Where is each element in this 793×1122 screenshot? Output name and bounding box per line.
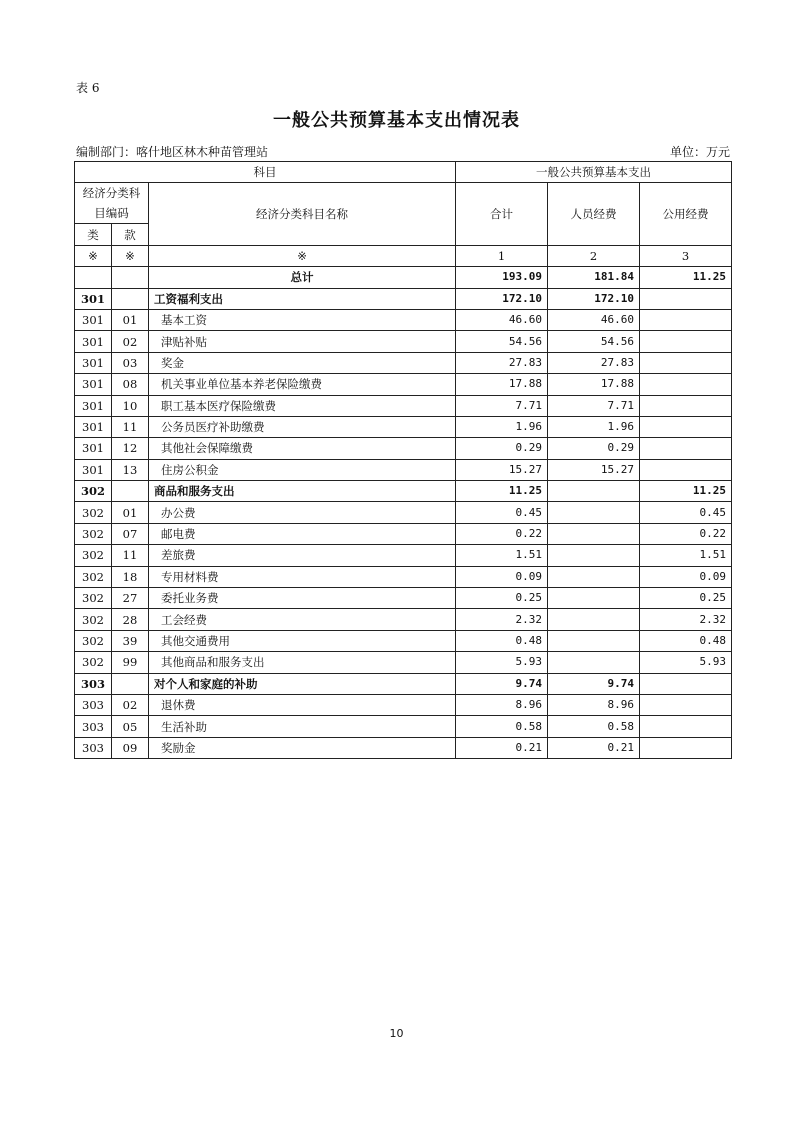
row-public-cell (640, 288, 732, 309)
unit-label: 单位：万元 (669, 145, 730, 159)
row-lei-cell: 301 (75, 416, 112, 437)
row-kuan-cell: 27 (112, 588, 149, 609)
row-lei-cell: 301 (75, 288, 112, 309)
meta-row (76, 143, 730, 160)
budget-table (74, 161, 732, 759)
row-lei-cell: 302 (75, 609, 112, 630)
row-public-cell (640, 459, 732, 480)
row-personnel-cell: 0.29 (548, 438, 640, 459)
table-row (75, 331, 732, 352)
lei-header: 类 (75, 224, 112, 245)
row-lei-cell: 303 (75, 694, 112, 715)
table-row (75, 545, 732, 566)
public-header: 公用经费 (640, 183, 732, 245)
row-public-cell (640, 374, 732, 395)
table-row (75, 267, 732, 288)
row-total-cell: 15.27 (456, 459, 548, 480)
table-row (75, 630, 732, 651)
row-total-cell: 0.09 (456, 566, 548, 587)
table-row (75, 523, 732, 544)
row-kuan-cell: 01 (112, 502, 149, 523)
row-kuan-cell: 02 (112, 331, 149, 352)
row-kuan-cell: 99 (112, 652, 149, 673)
row-total-cell: 1.51 (456, 545, 548, 566)
row-total-cell: 7.71 (456, 395, 548, 416)
row-kuan-cell (112, 267, 149, 288)
header-row-1 (75, 162, 732, 183)
table-row (75, 416, 732, 437)
row-lei-cell: 302 (75, 502, 112, 523)
row-total-cell: 0.22 (456, 523, 548, 544)
table-row (75, 352, 732, 373)
row-personnel-cell: 0.21 (548, 737, 640, 758)
row-kuan-cell: 13 (112, 459, 149, 480)
row-total-cell: 54.56 (456, 331, 548, 352)
econ-name-header: 经济分类科目名称 (149, 183, 456, 245)
row-total-cell: 0.29 (456, 438, 548, 459)
row-total-cell: 2.32 (456, 609, 548, 630)
row-name-cell: 公务员医疗补助缴费 (149, 416, 456, 437)
table-row (75, 438, 732, 459)
row-total-cell: 17.88 (456, 374, 548, 395)
row-lei-cell: 302 (75, 630, 112, 651)
row-name-cell: 住房公积金 (149, 459, 456, 480)
row-kuan-cell: 08 (112, 374, 149, 395)
row-name-cell: 津贴补贴 (149, 331, 456, 352)
row-lei-cell: 301 (75, 374, 112, 395)
row-total-cell: 0.48 (456, 630, 548, 651)
kuan-header: 款 (112, 224, 149, 245)
row-personnel-cell (548, 523, 640, 544)
row-public-cell (640, 737, 732, 758)
row-name-cell: 生活补助 (149, 716, 456, 737)
row-kuan-cell: 07 (112, 523, 149, 544)
row-name-cell: 委托业务费 (149, 588, 456, 609)
row-lei-cell: 303 (75, 673, 112, 694)
header-row-5 (75, 245, 732, 266)
row-public-cell: 1.51 (640, 545, 732, 566)
row-name-cell: 其他商品和服务支出 (149, 652, 456, 673)
row-kuan-cell (112, 288, 149, 309)
table-row (75, 566, 732, 587)
row-total-cell: 9.74 (456, 673, 548, 694)
row-public-cell (640, 694, 732, 715)
row-lei-cell: 303 (75, 716, 112, 737)
row-lei-cell: 302 (75, 566, 112, 587)
row-personnel-cell (548, 566, 640, 587)
row-personnel-cell (548, 481, 640, 502)
row-total-cell: 0.58 (456, 716, 548, 737)
row-kuan-cell (112, 673, 149, 694)
row-personnel-cell: 8.96 (548, 694, 640, 715)
row-public-cell (640, 331, 732, 352)
row-kuan-cell: 09 (112, 737, 149, 758)
row-name-cell: 机关事业单位基本养老保险缴费 (149, 374, 456, 395)
table-label: 表 6 (76, 81, 100, 95)
row-lei-cell: 303 (75, 737, 112, 758)
table-row (75, 288, 732, 309)
row-public-cell: 11.25 (640, 267, 732, 288)
row-public-cell (640, 673, 732, 694)
mark-name: ※ (149, 245, 456, 266)
row-total-cell: 27.83 (456, 352, 548, 373)
row-name-cell: 其他社会保障缴费 (149, 438, 456, 459)
row-public-cell (640, 309, 732, 330)
row-public-cell: 0.25 (640, 588, 732, 609)
row-name-cell: 邮电费 (149, 523, 456, 544)
row-public-cell: 5.93 (640, 652, 732, 673)
row-kuan-cell: 10 (112, 395, 149, 416)
col-index-1: 1 (456, 245, 548, 266)
row-total-cell: 0.25 (456, 588, 548, 609)
row-total-cell: 172.10 (456, 288, 548, 309)
row-lei-cell: 302 (75, 652, 112, 673)
row-personnel-cell: 46.60 (548, 309, 640, 330)
table-row (75, 673, 732, 694)
row-kuan-cell: 03 (112, 352, 149, 373)
row-lei-cell: 301 (75, 395, 112, 416)
row-public-cell (640, 716, 732, 737)
budget-table-body (75, 162, 732, 759)
row-total-cell: 0.45 (456, 502, 548, 523)
row-name-cell: 职工基本医疗保险缴费 (149, 395, 456, 416)
row-kuan-cell: 39 (112, 630, 149, 651)
row-kuan-cell: 05 (112, 716, 149, 737)
row-name-cell: 奖励金 (149, 737, 456, 758)
row-kuan-cell: 12 (112, 438, 149, 459)
row-public-cell: 0.09 (640, 566, 732, 587)
row-kuan-cell: 01 (112, 309, 149, 330)
table-row (75, 374, 732, 395)
row-public-cell: 2.32 (640, 609, 732, 630)
table-row (75, 652, 732, 673)
row-name-cell: 专用材料费 (149, 566, 456, 587)
row-lei-cell: 302 (75, 545, 112, 566)
row-personnel-cell: 17.88 (548, 374, 640, 395)
table-row (75, 502, 732, 523)
row-lei-cell: 302 (75, 588, 112, 609)
table-row (75, 309, 732, 330)
econ-code-header: 经济分类科目编码 (75, 183, 149, 224)
row-personnel-cell (548, 545, 640, 566)
table-row (75, 716, 732, 737)
row-name-cell: 办公费 (149, 502, 456, 523)
row-public-cell: 0.48 (640, 630, 732, 651)
mark-lei: ※ (75, 245, 112, 266)
row-name-cell: 差旅费 (149, 545, 456, 566)
row-personnel-cell: 15.27 (548, 459, 640, 480)
table-row (75, 694, 732, 715)
row-total-cell: 8.96 (456, 694, 548, 715)
row-personnel-cell: 7.71 (548, 395, 640, 416)
row-personnel-cell: 181.84 (548, 267, 640, 288)
row-kuan-cell: 11 (112, 545, 149, 566)
row-kuan-cell (112, 481, 149, 502)
row-name-cell: 工资福利支出 (149, 288, 456, 309)
personnel-header: 人员经费 (548, 183, 640, 245)
row-personnel-cell (548, 588, 640, 609)
department-label: 编制部门：喀什地区林木种苗管理站 (76, 145, 269, 159)
row-public-cell (640, 352, 732, 373)
row-kuan-cell: 18 (112, 566, 149, 587)
row-public-cell (640, 416, 732, 437)
table-row (75, 459, 732, 480)
row-personnel-cell: 27.83 (548, 352, 640, 373)
row-total-cell: 11.25 (456, 481, 548, 502)
page-number: 10 (389, 1027, 404, 1040)
row-lei-cell: 301 (75, 438, 112, 459)
row-lei-cell: 301 (75, 331, 112, 352)
budget-group-header: 一般公共预算基本支出 (456, 162, 732, 183)
row-personnel-cell: 0.58 (548, 716, 640, 737)
row-name-cell: 奖金 (149, 352, 456, 373)
row-public-cell (640, 438, 732, 459)
col-index-3: 3 (640, 245, 732, 266)
row-total-cell: 1.96 (456, 416, 548, 437)
row-personnel-cell (548, 502, 640, 523)
row-total-cell: 0.21 (456, 737, 548, 758)
row-personnel-cell (548, 609, 640, 630)
total-header: 合计 (456, 183, 548, 245)
row-kuan-cell: 11 (112, 416, 149, 437)
table-row (75, 609, 732, 630)
row-name-cell: 基本工资 (149, 309, 456, 330)
row-kuan-cell: 02 (112, 694, 149, 715)
row-public-cell: 0.45 (640, 502, 732, 523)
row-name-cell: 对个人和家庭的补助 (149, 673, 456, 694)
row-name-cell: 退休费 (149, 694, 456, 715)
subject-header: 科目 (75, 162, 456, 183)
table-row (75, 481, 732, 502)
row-personnel-cell: 9.74 (548, 673, 640, 694)
page-title: 一般公共预算基本支出情况表 (273, 110, 520, 131)
table-row (75, 395, 732, 416)
row-personnel-cell: 54.56 (548, 331, 640, 352)
mark-kuan: ※ (112, 245, 149, 266)
row-lei-cell (75, 267, 112, 288)
row-lei-cell: 301 (75, 352, 112, 373)
row-total-cell: 46.60 (456, 309, 548, 330)
row-kuan-cell: 28 (112, 609, 149, 630)
row-total-cell: 193.09 (456, 267, 548, 288)
row-lei-cell: 302 (75, 523, 112, 544)
row-total-cell: 5.93 (456, 652, 548, 673)
row-lei-cell: 302 (75, 481, 112, 502)
row-public-cell: 0.22 (640, 523, 732, 544)
row-name-cell: 工会经费 (149, 609, 456, 630)
row-personnel-cell: 1.96 (548, 416, 640, 437)
row-name-cell: 其他交通费用 (149, 630, 456, 651)
row-name-cell: 商品和服务支出 (149, 481, 456, 502)
row-public-cell: 11.25 (640, 481, 732, 502)
row-personnel-cell: 172.10 (548, 288, 640, 309)
row-lei-cell: 301 (75, 309, 112, 330)
row-personnel-cell (548, 630, 640, 651)
table-row (75, 737, 732, 758)
row-public-cell (640, 395, 732, 416)
col-index-2: 2 (548, 245, 640, 266)
row-personnel-cell (548, 652, 640, 673)
row-lei-cell: 301 (75, 459, 112, 480)
row-name-cell: 总计 (149, 267, 456, 288)
table-row (75, 588, 732, 609)
